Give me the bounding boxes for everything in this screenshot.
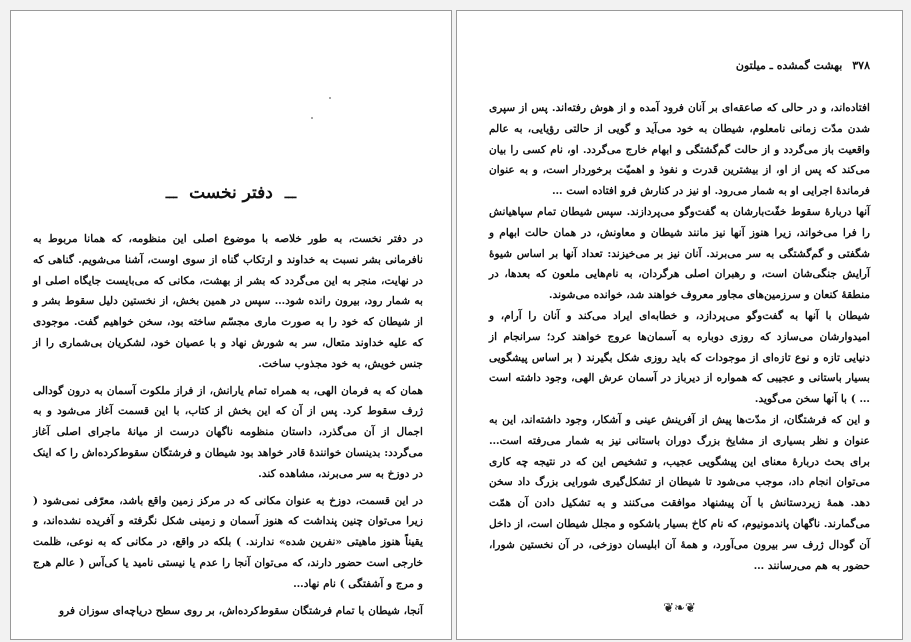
- left-page-body: [33, 229, 423, 621]
- paragraph: آنجا، شیطان با تمام فرشتگان سقوط‌کرده‌اش، بر روی سطح دریاچه‌ای سوزان فرو: [59, 604, 423, 617]
- right-page: [456, 10, 903, 640]
- title-dash-right: ـــ: [284, 187, 297, 202]
- page-number: ۳۷۸: [852, 59, 870, 72]
- paragraph: افتاده‌اند، و در حالی که صاعقه‌ای بر آنان فرود آمده و از هوش رفته‌اند. پس از سپری شدن مدّت زمانی نامعلوم، شیطان به خود می‌آید و گویی از حالتی رؤیایی، به عالم واقعیت باز می‌گردد و از حالت گم‌گشتگی و ابهام خارج می‌گردد. او، نام کسی را بیان می‌کند که پس از او، از بیشترین قدرت و نفوذ و اهمیّت برخوردار است، و به عنوان فرماندهٔ اجرایی او به شمار می‌رود. او نیز در کنارش فرو افتاده است …: [489, 102, 870, 198]
- end-ornament-icon: ❦❧❦: [663, 601, 696, 616]
- running-title: بهشت گمشده ـ میلتون: [735, 59, 843, 72]
- paragraph: در این قسمت، دوزخ به عنوان مکانی که در مرکز زمین واقع باشد، معرّفی نمی‌شود ( زیرا می‌توان چنین پنداشت که هنوز آسمان و زمینی شکل نگرفته و آفریده نشده‌اند، و یقیناً هنوز ماهیتی «نفرین شده» ندارند. ) بلکه در واقع، در مکانی که به نوعی، ظلمت خارجی است حضور دارند، که می‌توان آنجا را عدم یا نیستی نامید یا کی‌آس ( عالم هرج و مرج و آشفتگی ) نام نهاد…: [33, 494, 423, 590]
- paragraph: آنها دربارهٔ سقوط خفّت‌بارشان به گفت‌وگو می‌پردازند. سپس شیطان تمام سپاهیانش را فرا می‌خواند، زیرا هنوز آنها نیز مانند شیطان و معاونش، در همان حالت ابهام و شگفتی و گم‌گشتگی به سر می‌برند. آنان نیز بر می‌خیزند: تعداد آنها بر اساس شیوهٔ آرایش جنگی‌شان است، و رهبران اصلی هرگردان، به نام‌هایی ملعون که بعدها، در منطقهٔ کنعان و سرزمین‌های مجاور معروف خواهند شد، خوانده می‌شوند.: [489, 205, 870, 302]
- running-head: [489, 59, 870, 72]
- title-dash-left: ـــ: [165, 187, 178, 202]
- scan-speck: [329, 97, 331, 99]
- right-page-body: [489, 98, 870, 576]
- left-page: [10, 10, 452, 640]
- scan-speck: [311, 117, 313, 119]
- chapter-title-text: دفتر نخست: [189, 183, 273, 203]
- paragraph: و این که فرشتگان، از مدّت‌ها پیش از آفرینش عینی و آشکار، وجود داشته‌اند، این به عنوان و نظر بسیاری از مشایخ بزرگ دوران باستانی نیز به شمار می‌رفته است… برای بحث دربارهٔ معنای این پیشگویی عجیب، و تشخیص این که در نتیجه چه کاری می‌توان انجام داد، موجب می‌شود تا شیطان از تشکل‌گیری شورایی بزرگ داد سخن دهد. همهٔ زیردستانش با آن پیشنهاد موافقت می‌کنند و به تشکیل دادن آن همّت می‌گمارند. ناگهان پاندمونیوم، که نام کاخ بسیار باشکوه و مجلل شیطان است، از داخل آن گودال ژرف سر بیرون می‌آورد، و همهٔ آن ابلیسان دوزخی، در آن نخستین شورا، حضور به هم می‌رسانند …: [489, 413, 870, 572]
- paragraph: همان که به فرمان الهی، به همراه تمام یارانش، از فراز ملکوت آسمان به درون گودالی ژرف سقوط کرد. پس از آن که این بخش از کتاب، با این قسمت آغاز می‌شود و به اجمال از آن می‌گذرد، داستان منظومه ناگهان درست از میانهٔ ماجرای اصلی آغاز می‌گردد: بدینسان خوانندهٔ قادر خواهد بود شیطان و فرشتگان سقوط‌کرده‌اش را که اینک در دوزخ به سر می‌برند، مشاهده کند.: [33, 384, 423, 480]
- paragraph: شیطان با آنها به گفت‌وگو می‌پردازد، و خطابه‌ای ایراد می‌کند و آنان را آرام، و امیدوارشان می‌سازد که روزی دوباره به آسمان‌ها عروج خواهند کرد؛ سرانجام از دنیایی تازه و نوع تازه‌ای از موجودات که باید روزی شکل بگیرند ( بر اساس پیشگویی بسیار باستانی و عجیبی که همواره از دیرباز در آسمان عرش الهی، وجود داشته است … ) با آنها سخن می‌گوید.: [489, 309, 870, 406]
- paragraph: در دفتر نخست، به طور خلاصه با موضوع اصلی این منظومه، که همانا مربوط به نافرمانی بشر نسبت به خداوند و ارتکاب گناه از سوی اوست، آشنا می‌شویم. گناهی که در نهایت، منجر به این می‌گردد که بشر از بهشت، مکانی که می‌بایست جایگاه اصلی او به شمار رود، بیرون رانده شود… سپس در همین بخش، از نخستین دلیل سقوط بشر و از شیطان که خود را به صورت ماری مجسّم ساخته بود، سخن خواهیم گفت. موجودی که علیه خداوند متعال، سر به شورش نهاد و با عصیان خود، لشکریان بی‌شماری را از جنس خویش، به خود مجذوب ساخت.: [33, 233, 423, 370]
- chapter-title: [11, 183, 451, 203]
